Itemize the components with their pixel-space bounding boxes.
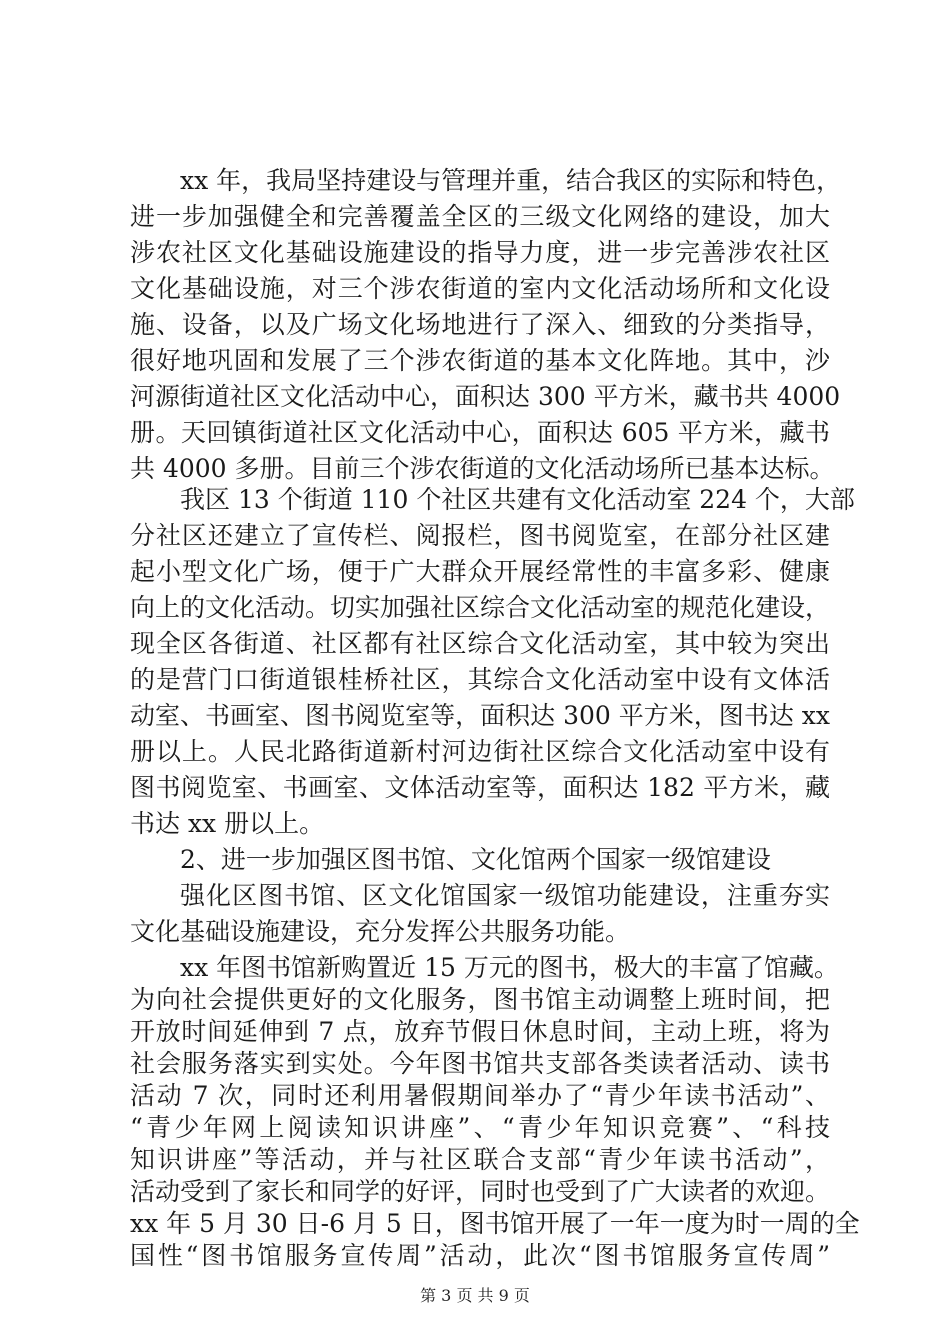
- text-line: 起小型文化广场，便于广大群众开展经常性的丰富多彩、健康: [130, 557, 830, 586]
- text-line: 涉农社区文化基础设施建设的指导力度，进一步完善涉农社区: [130, 238, 830, 267]
- text-line: “青少年网上阅读知识讲座”、“青少年知识竞赛”、“科技: [130, 1113, 830, 1142]
- text-line: 河源街道社区文化活动中心，面积达 300 平方米，藏书共 4000: [130, 382, 841, 411]
- text-line: 册。天回镇街道社区文化活动中心，面积达 605 平方米，藏书: [130, 418, 830, 447]
- text-line: 我区 13 个街道 110 个社区共建有文化活动室 224 个，大部: [180, 485, 855, 514]
- text-line: 现全区各街道、社区都有社区综合文化活动室，其中较为突出: [130, 629, 830, 658]
- text-line: 很好地巩固和发展了三个涉农街道的基本文化阵地。其中，沙: [130, 346, 830, 375]
- text-line: xx 年图书馆新购置近 15 万元的图书，极大的丰富了馆藏。: [180, 953, 839, 982]
- text-line: 动室、书画室、图书阅览室等，面积达 300 平方米，图书达 xx: [130, 701, 830, 730]
- text-line: 书达 xx 册以上。: [130, 809, 325, 838]
- text-line: xx 年 5 月 30 日-6 月 5 日，图书馆开展了一年一度为时一周的全: [130, 1209, 860, 1238]
- text-line: 图书阅览室、书画室、文体活动室等，面积达 182 平方米，藏: [130, 773, 830, 802]
- page-footer: [0, 1286, 950, 1306]
- text-line: 国性“图书馆服务宣传周”活动，此次“图书馆服务宣传周”: [130, 1241, 830, 1270]
- text-line: 文化基础设施建设，充分发挥公共服务功能。: [130, 917, 631, 946]
- text-line: 活动 7 次，同时还利用暑假期间举办了“青少年读书活动”、: [130, 1081, 830, 1110]
- text-line: 册以上。人民北路街道新村河边街社区综合文化活动室中设有: [130, 737, 830, 766]
- text-line: 施、设备，以及广场文化场地进行了深入、细致的分类指导，: [130, 310, 830, 339]
- text-line: 向上的文化活动。切实加强社区综合文化活动室的规范化建设，: [130, 593, 831, 622]
- text-line: 强化区图书馆、区文化馆国家一级馆功能建设，注重夯实: [180, 881, 830, 910]
- text-line: 知识讲座”等活动，并与社区联合支部“青少年读书活动”，: [130, 1145, 830, 1174]
- text-line: 文化基础设施，对三个涉农街道的室内文化活动场所和文化设: [130, 274, 830, 303]
- text-line: 活动受到了家长和同学的好评，同时也受到了广大读者的欢迎。: [130, 1177, 831, 1206]
- text-line: 开放时间延伸到 7 点，放弃节假日休息时间，主动上班，将为: [130, 1017, 830, 1046]
- text-line: 社会服务落实到实处。今年图书馆共支部各类读者活动、读书: [130, 1049, 830, 1078]
- text-line: 进一步加强健全和完善覆盖全区的三级文化网络的建设，加大: [130, 202, 830, 231]
- text-line: 共 4000 多册。目前三个涉农街道的文化活动场所已基本达标。: [130, 454, 835, 483]
- text-line: 2、进一步加强区图书馆、文化馆两个国家一级馆建设: [180, 845, 771, 874]
- text-line: 的是营门口街道银桂桥社区，其综合文化活动室中设有文体活: [130, 665, 830, 694]
- text-line: 为向社会提供更好的文化服务，图书馆主动调整上班时间，把: [130, 985, 830, 1014]
- text-line: 分社区还建立了宣传栏、阅报栏，图书阅览室，在部分社区建: [130, 521, 830, 550]
- page-number: 第 3 页 共 9 页: [420, 1286, 530, 1305]
- text-line: xx 年，我局坚持建设与管理并重，结合我区的实际和特色，: [180, 166, 842, 195]
